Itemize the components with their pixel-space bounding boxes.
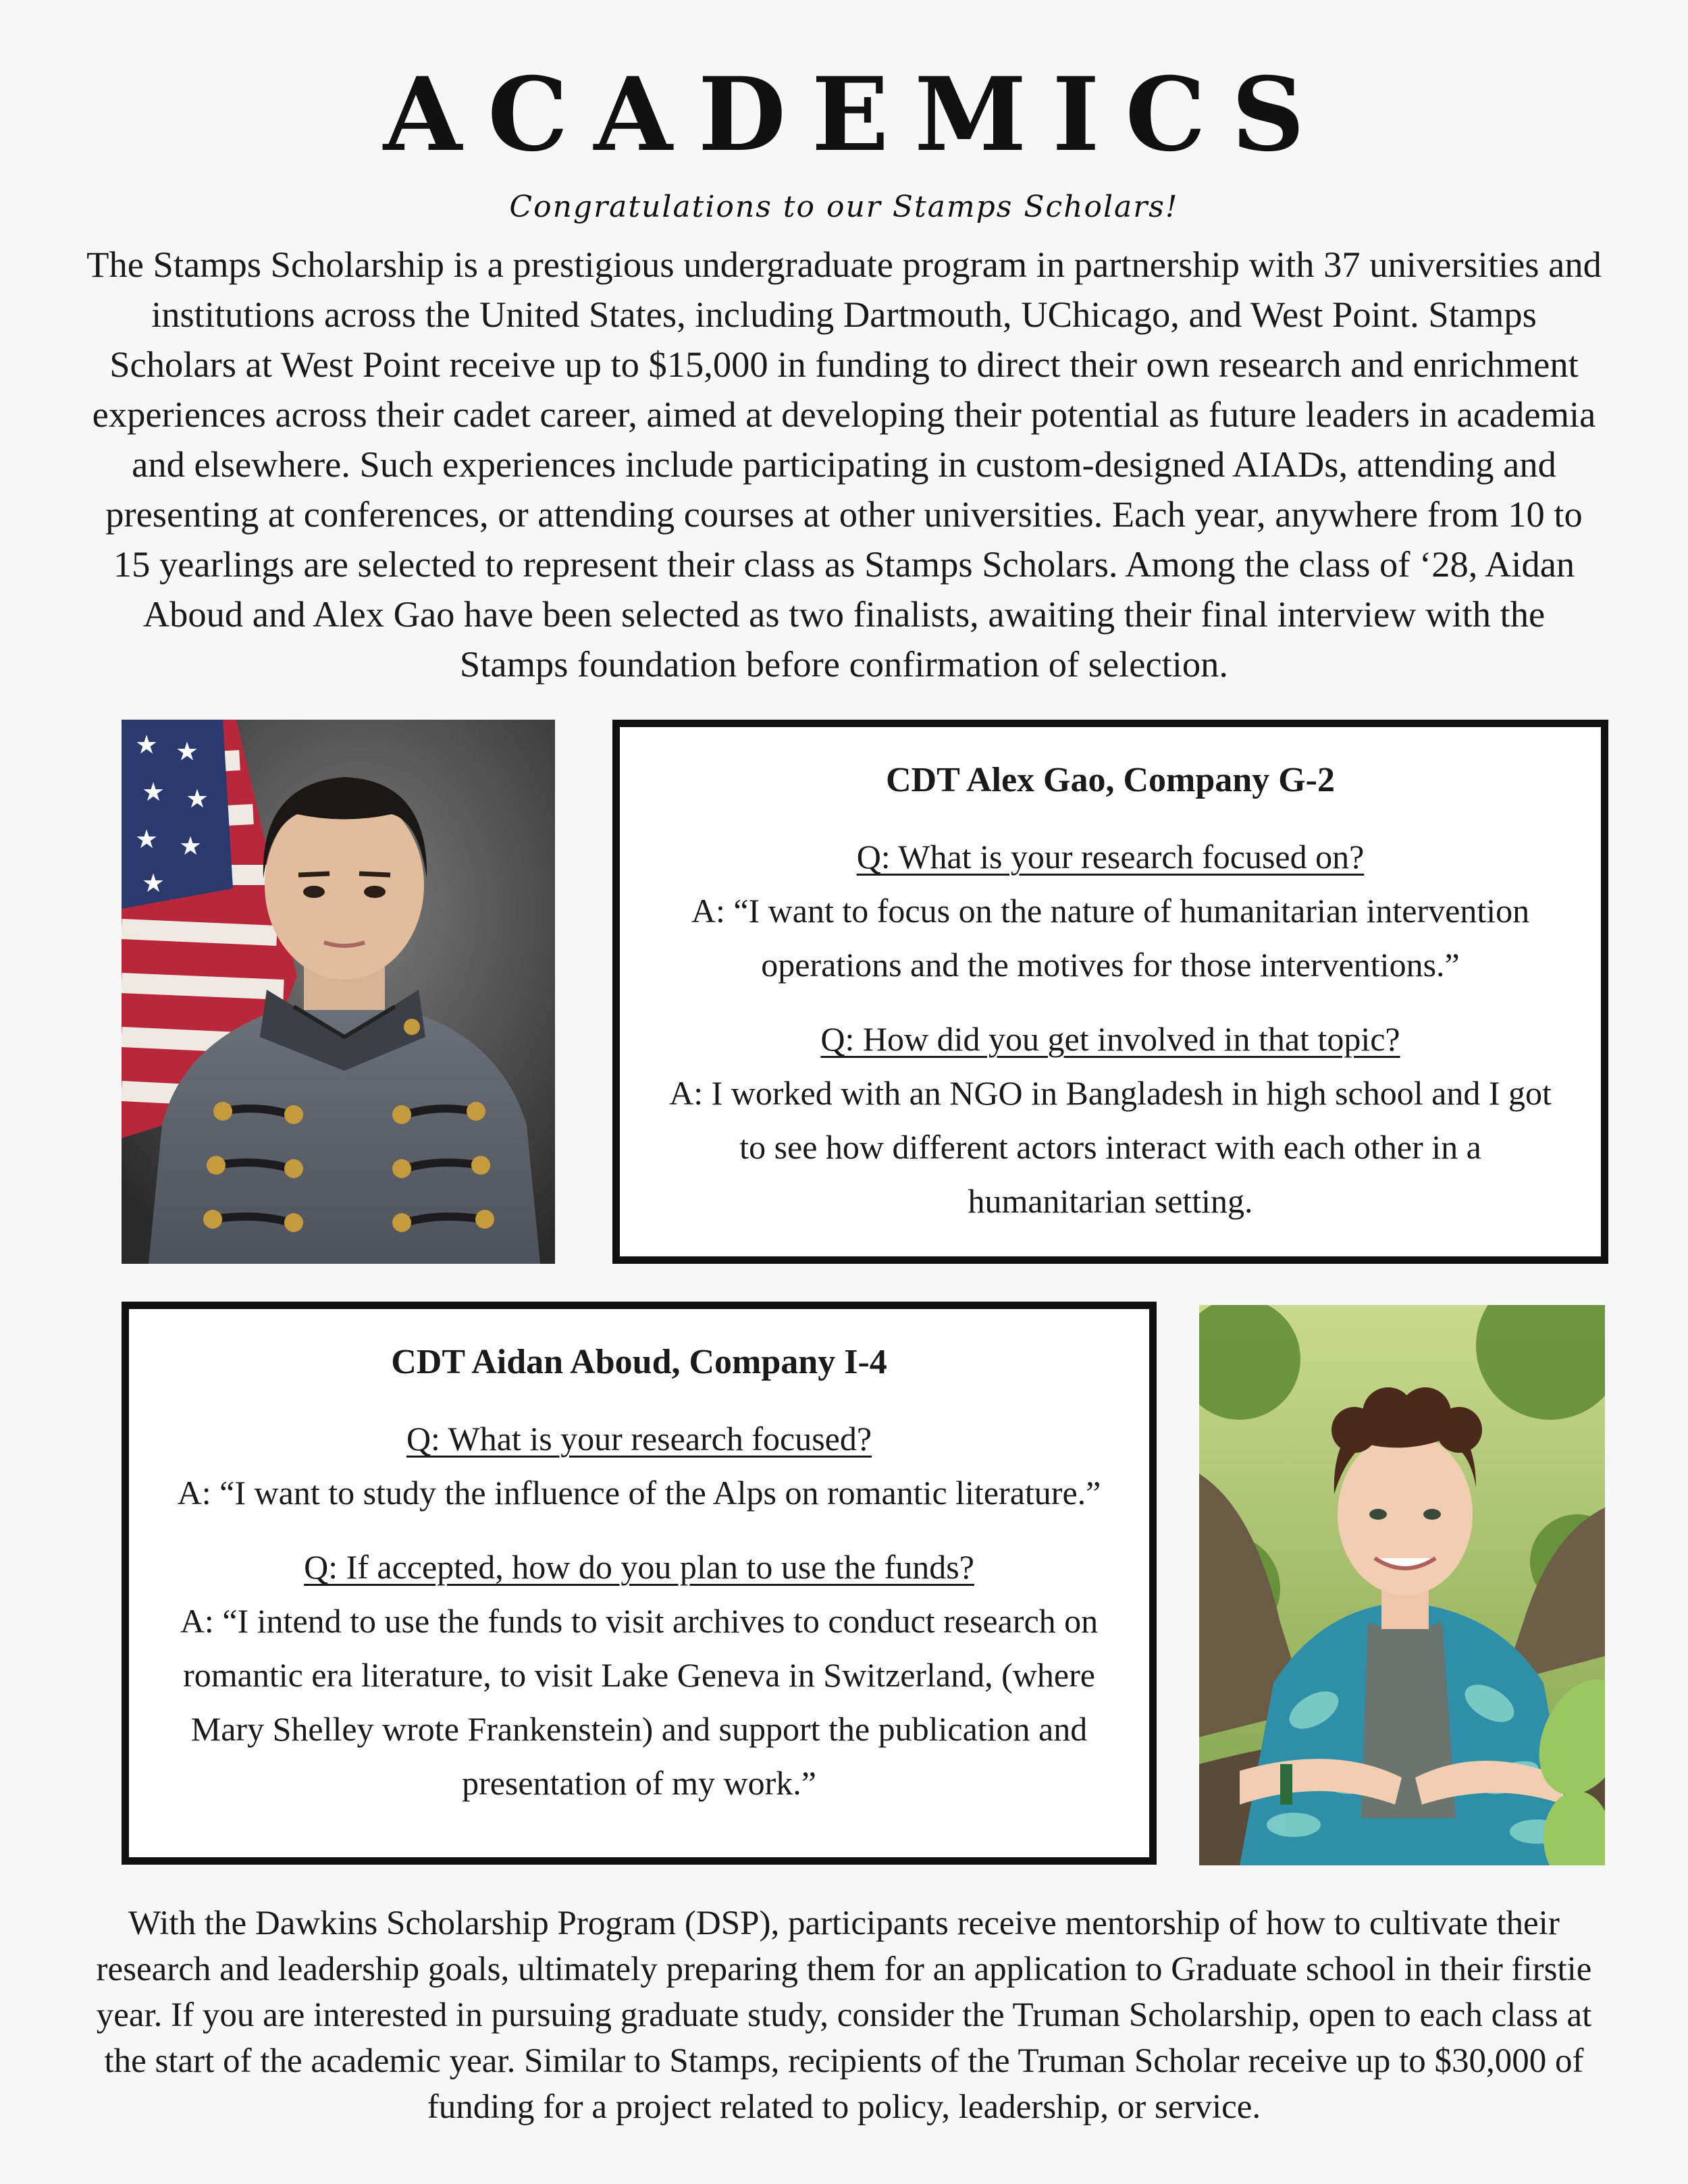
card-answer: A: “I intend to use the funds to visit archives to conduct research on romantic era literature, to visit Lake Geneva in Switzerland, (where Mary Shelley wrote Frankenstein) and support the publication and presentation of my work.” [180, 1602, 1099, 1802]
aidan-aboud-portrait [1199, 1305, 1605, 1865]
svg-text:★: ★ [135, 824, 159, 854]
aidan-aboud-interview-card [122, 1302, 1157, 1865]
page-title: ACADEMICS [383, 55, 1331, 174]
card-question: Q: If accepted, how do you plan to use the funds? [304, 1548, 974, 1586]
page-subtitle: Congratulations to our Stamps Scholars! [509, 190, 1179, 224]
alex-gao-portrait [122, 720, 555, 1264]
card-answer: A: “I want to study the influence of the Alps on romantic literature.” [177, 1474, 1101, 1512]
outro-paragraph: With the Dawkins Scholarship Program (DSP), participants receive mentorship of how to cultivate their research and leadership goals, ultimately preparing them for an application to Graduate school in their firstie year. If you are interested in pursuing graduate study, consider the Truman Scholarship, open to each class at the start of the academic year. Similar to Stamps, recipients of the Truman Scholar receive up to $30,000 of funding for a project related to policy, leadership, or service. [96, 1905, 1592, 2126]
svg-text:★: ★ [176, 737, 199, 766]
alex-gao-interview-card [612, 720, 1608, 1264]
svg-text:★: ★ [142, 777, 165, 807]
svg-text:★: ★ [142, 868, 165, 898]
card-name: CDT Aidan Aboud, Company I-4 [391, 1343, 887, 1381]
svg-text:★: ★ [186, 784, 209, 814]
card-question: Q: What is your research focused on? [856, 838, 1365, 876]
card-answer: A: “I want to focus on the nature of humanitarian intervention operations and the motives for those interventions.” [691, 892, 1530, 984]
svg-text:★: ★ [135, 730, 159, 760]
intro-paragraph: The Stamps Scholarship is a prestigious undergraduate program in partnership with 37 universities and institutions across the United States, including Dartmouth, UChicago, and West Point. Stamps Scholars at West Point receive up to $15,000 in funding to direct their own research and enrichment experiences across their cadet career, aimed at developing their potential as future leaders in academia and elsewhere. Such experiences include participating in custom-designed AIADs, attending and presenting at conferences, or attending courses at other universities. Each year, anywhere from 10 to 15 yearlings are selected to represent their class as Stamps Scholars. Among the class of ‘28, Aidan Aboud and Alex Gao have been selected as two finalists, awaiting their final interview with the Stamps foundation before confirmation of selection. [86, 244, 1602, 685]
svg-text:★: ★ [179, 831, 203, 861]
card-name: CDT Alex Gao, Company G-2 [886, 761, 1335, 799]
card-question: Q: What is your research focused? [406, 1420, 872, 1458]
card-answer: A: I worked with an NGO in Bangladesh in high school and I got to see how different actors interact with each other in a humanitarian setting. [669, 1074, 1552, 1220]
card-question: Q: How did you get involved in that topic? [820, 1020, 1400, 1058]
